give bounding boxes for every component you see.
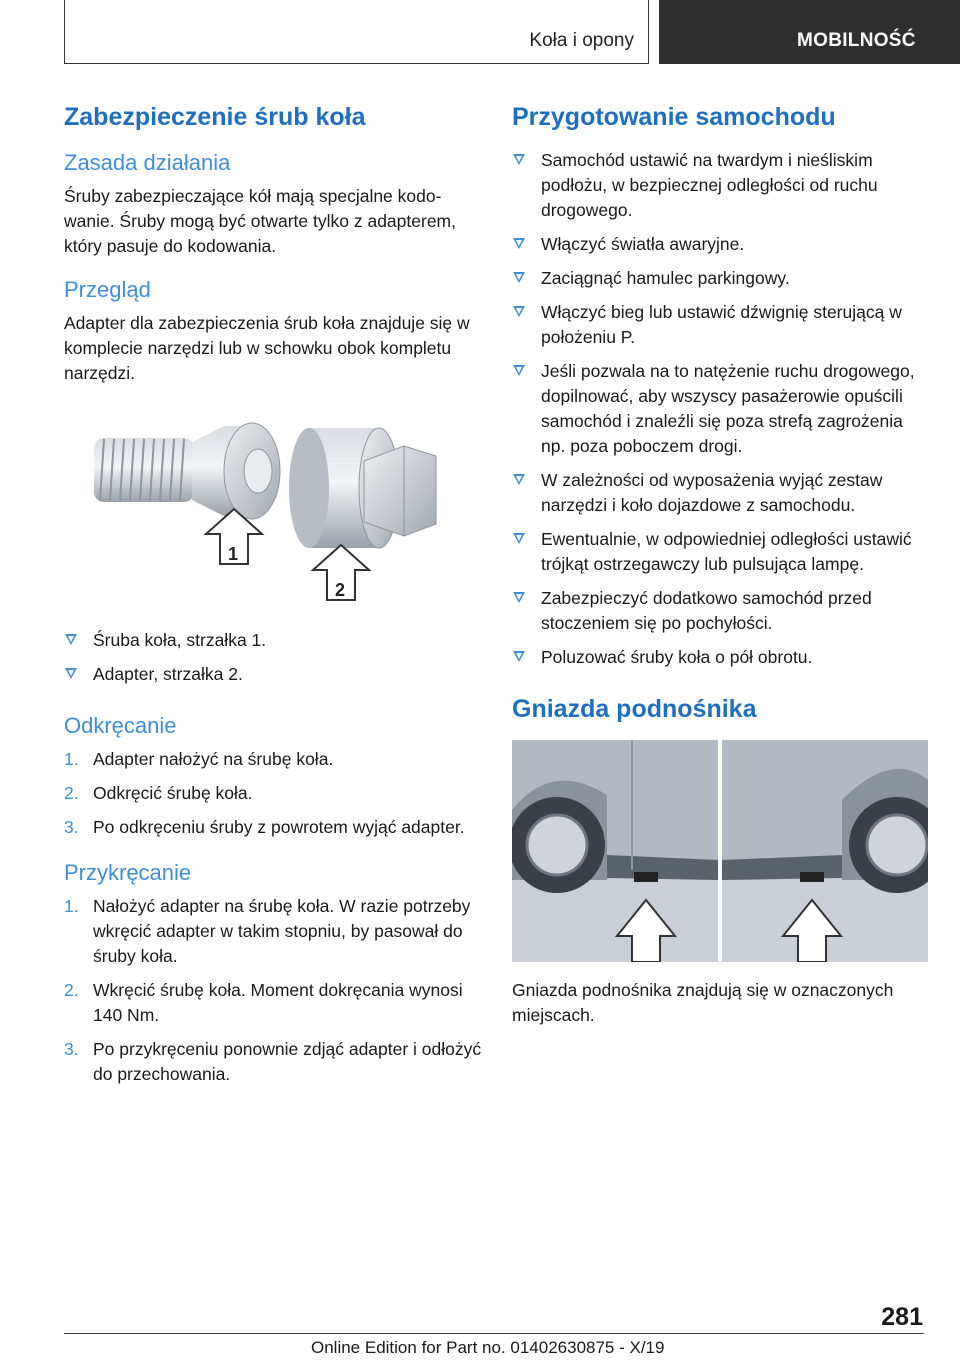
step-item: 2. Odkręcić śrubę koła. (64, 783, 253, 803)
list-item: Jeśli pozwala na to natężenie ruchu drogowego, dopilnować, aby wszyscy pasażerowie opuścili samochód i znaleźli się poza strefą zagrożenia np. poza poboczem drogi. (512, 359, 930, 459)
footer-edition: Online Edition for Part no. 01402630875 - X/19 (311, 1338, 665, 1357)
prep-list (512, 148, 930, 670)
triangle-bullet-icon (65, 634, 77, 645)
triangle-bullet-icon (513, 533, 525, 544)
list-item: Zabezpieczyć dodatkowo samochód przed stoczeniem się po pochyłości. (512, 586, 930, 636)
triangle-bullet-icon (513, 365, 525, 376)
chapter-title: MOBILNOŚĆ (797, 30, 916, 51)
left-column (64, 100, 482, 1103)
unscrewing-heading: Odkręcanie (64, 713, 177, 738)
triangle-bullet-icon (513, 474, 525, 485)
overview-heading: Przegląd (64, 277, 151, 302)
triangle-bullet-icon (513, 154, 525, 165)
screwing-steps (64, 894, 482, 1087)
wheel-lock-title: Zabezpieczenie śrub koła (64, 103, 366, 131)
list-item: Poluzować śruby koła o pół obrotu. (512, 645, 930, 670)
triangle-bullet-icon (513, 651, 525, 662)
jack-points-figure (512, 740, 928, 962)
triangle-bullet-icon (65, 668, 77, 679)
step-item: 3. Po odkręceniu śruby z powrotem wyjąć adapter. (64, 817, 465, 837)
jack-caption: Gniazda podnośnika znajdują się w oznaczonych miejscach. (512, 980, 894, 1025)
principle-text: Śruby zabezpieczające kół mają specjalne kodowanie. Śruby mogą być otwarte tylko z adapterem, który pasuje do kodowania. (64, 186, 456, 256)
header-chapter-box (659, 0, 960, 64)
overview-list (64, 628, 482, 687)
list-item: Adapter, strzałka 2. (64, 662, 482, 687)
triangle-bullet-icon (513, 238, 525, 249)
step-item: 1. Adapter nałożyć na śrubę koła. (64, 749, 334, 769)
triangle-bullet-icon (513, 592, 525, 603)
step-item: 3. Po przykręceniu ponownie zdjąć adapter i odłożyć do przechowania. (64, 1039, 482, 1084)
overview-text: Adapter dla zabezpieczenia śrub koła znajduje się w komplecie narzędzi lub w schowku obok kompletu narzędzi. (64, 313, 470, 383)
unscrewing-steps (64, 747, 482, 840)
figure-label-1: 1 (228, 544, 239, 564)
header-section-box (64, 0, 649, 64)
list-item: Włączyć światła awaryjne. (512, 232, 930, 257)
step-item: 1. Nałożyć adapter na śrubę koła. W razie potrzeby wkręcić adapter w takim stopniu, by pasował do śruby koła. (64, 896, 471, 966)
screwing-heading: Przykręcanie (64, 860, 192, 885)
figure-label-2: 2 (335, 580, 346, 600)
list-item: Ewentualnie, w odpowiedniej odległości ustawić trójkąt ostrzegawczy lub pulsująca lampę. (512, 527, 930, 577)
section-title: Koła i opony (529, 30, 634, 51)
wheel-bolt-adapter-figure (64, 406, 482, 606)
principle-heading: Zasada działania (64, 150, 231, 175)
triangle-bullet-icon (513, 272, 525, 283)
prep-title: Przygotowanie samochodu (512, 103, 836, 131)
page-number: 281 (881, 1303, 923, 1331)
list-item: Śruba koła, strzałka 1. (64, 628, 482, 653)
list-item: W zależności od wyposażenia wyjąć zestaw narzędzi i koło dojazdowe z samochodu. (512, 468, 930, 518)
list-item: Włączyć bieg lub ustawić dźwignię sterującą w położeniu P. (512, 300, 930, 350)
jack-title: Gniazda podnośnika (512, 695, 757, 723)
list-item: Zaciągnąć hamulec parkingowy. (512, 266, 930, 291)
triangle-bullet-icon (513, 306, 525, 317)
step-item: 2. Wkręcić śrubę koła. Moment dokręcania wynosi 140 Nm. (64, 980, 463, 1025)
right-column (512, 100, 930, 1044)
list-item: Samochód ustawić na twardym i nieśliskim podłożu, w bezpiecznej odległości od ruchu drogowego. (512, 148, 930, 223)
footer-divider (64, 1333, 924, 1334)
